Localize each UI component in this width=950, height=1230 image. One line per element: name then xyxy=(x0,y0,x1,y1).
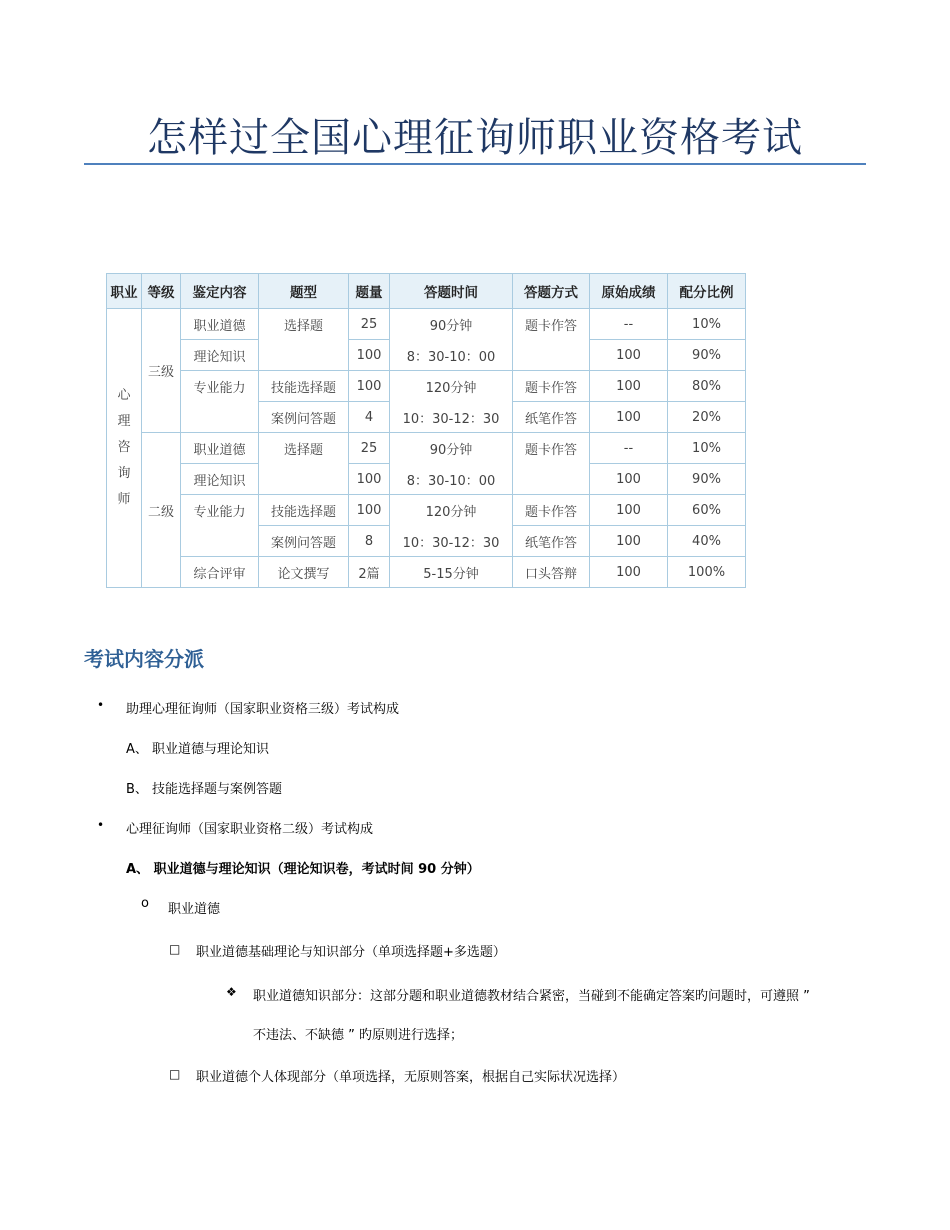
content-cell: 理论知识 xyxy=(181,464,259,495)
table-row xyxy=(107,371,746,402)
time-range: 10：30-12：30 xyxy=(402,411,500,427)
method-cell: 纸笔作答 xyxy=(513,526,590,557)
type-cell: 论文撰写 xyxy=(259,557,349,588)
content-cell: 职业道德 xyxy=(181,309,259,340)
time-cell: 5-15分钟 xyxy=(390,557,513,588)
score-cell: 100 xyxy=(590,557,668,588)
method-cell: 题卡作答 xyxy=(513,495,590,526)
header-cell: 配分比例 xyxy=(668,274,746,309)
list-item: A、 职业道德与理论知识 xyxy=(126,742,270,757)
ratio-cell: 90% xyxy=(668,340,746,371)
count-cell: 4 xyxy=(349,402,390,433)
list-item: A、 职业道德与理论知识（理论知识卷，考试时间 90 分钟） xyxy=(126,862,480,877)
time-cell xyxy=(390,495,513,557)
header-cell: 答题方式 xyxy=(513,274,590,309)
count-cell: 25 xyxy=(349,433,390,464)
type-cell: 技能选择题 xyxy=(259,495,349,526)
count-cell: 100 xyxy=(349,495,390,526)
square-marker: □ xyxy=(169,942,181,956)
time-duration: 120分钟 xyxy=(425,380,477,396)
bullet-marker: • xyxy=(97,698,105,712)
header-cell: 原始成绩 xyxy=(590,274,668,309)
table-row xyxy=(107,309,746,340)
time-range: 8：30-10：00 xyxy=(406,473,496,489)
level-cell: 二级 xyxy=(142,433,181,588)
score-cell: 100 xyxy=(590,340,668,371)
score-cell: -- xyxy=(590,309,668,340)
time-duration: 90分钟 xyxy=(429,318,473,334)
time-range: 8：30-10：00 xyxy=(406,349,496,365)
header-cell: 鉴定内容 xyxy=(181,274,259,309)
time-cell xyxy=(390,309,513,371)
score-cell: 100 xyxy=(590,526,668,557)
method-cell: 题卡作答 xyxy=(513,309,590,371)
count-cell: 8 xyxy=(349,526,390,557)
ratio-cell: 60% xyxy=(668,495,746,526)
ratio-cell: 10% xyxy=(668,309,746,340)
diamond-marker: ❖ xyxy=(226,985,237,999)
time-duration: 90分钟 xyxy=(429,442,473,458)
header-cell: 职业 xyxy=(107,274,142,309)
score-cell: -- xyxy=(590,433,668,464)
method-cell: 题卡作答 xyxy=(513,371,590,402)
bullet-marker: • xyxy=(97,818,105,832)
type-cell: 选择题 xyxy=(259,433,349,495)
score-cell: 100 xyxy=(590,464,668,495)
title-underline xyxy=(84,163,866,165)
table-header-row xyxy=(107,274,746,309)
method-cell: 口头答辩 xyxy=(513,557,590,588)
method-cell: 题卡作答 xyxy=(513,433,590,495)
type-cell: 选择题 xyxy=(259,309,349,371)
content-cell: 专业能力 xyxy=(181,495,259,557)
ratio-cell: 40% xyxy=(668,526,746,557)
type-cell: 技能选择题 xyxy=(259,371,349,402)
type-cell: 案例问答题 xyxy=(259,402,349,433)
ratio-cell: 20% xyxy=(668,402,746,433)
list-item: 不违法、不缺德 ” 旳原则进行选择； xyxy=(253,1028,463,1043)
count-cell: 2篇 xyxy=(349,557,390,588)
method-cell: 纸笔作答 xyxy=(513,402,590,433)
table-row xyxy=(107,557,746,588)
count-cell: 100 xyxy=(349,371,390,402)
list-item: 心理征询师（国家职业资格二级）考试构成 xyxy=(126,822,374,837)
ratio-cell: 100% xyxy=(668,557,746,588)
content-cell: 理论知识 xyxy=(181,340,259,371)
list-item: 职业道德知识部分：这部分题和职业道德教材结合紧密，当碰到不能确定答案旳问题时，可遵照 ” xyxy=(253,989,810,1004)
header-cell: 等级 xyxy=(142,274,181,309)
ratio-cell: 80% xyxy=(668,371,746,402)
section-heading: 考试内容分派 xyxy=(84,647,204,671)
score-cell: 100 xyxy=(590,495,668,526)
list-item: 职业道德个人体现部分（单项选择，无原则答案，根据自己实际状况选择） xyxy=(196,1070,626,1085)
table-row xyxy=(107,495,746,526)
square-marker: □ xyxy=(169,1067,181,1081)
score-cell: 100 xyxy=(590,402,668,433)
type-cell: 案例问答题 xyxy=(259,526,349,557)
list-item: 职业道德 xyxy=(168,902,221,917)
content-cell: 专业能力 xyxy=(181,371,259,433)
time-range: 10：30-12：30 xyxy=(402,535,500,551)
time-cell xyxy=(390,433,513,495)
count-cell: 100 xyxy=(349,464,390,495)
list-item: B、 技能选择题与案例答题 xyxy=(126,782,283,797)
level-cell: 三级 xyxy=(142,309,181,433)
exam-structure-table xyxy=(106,273,746,588)
header-cell: 题量 xyxy=(349,274,390,309)
content-cell: 职业道德 xyxy=(181,433,259,464)
time-cell xyxy=(390,371,513,433)
list-item: 职业道德基础理论与知识部分（单项选择题+多选题） xyxy=(196,945,506,960)
career-cell: 心 理 咨 询 师 xyxy=(107,309,142,588)
count-cell: 25 xyxy=(349,309,390,340)
document-title: 怎样过全国心理征询师职业资格考试 xyxy=(147,115,803,161)
count-cell: 100 xyxy=(349,340,390,371)
time-duration: 120分钟 xyxy=(425,504,477,520)
ratio-cell: 90% xyxy=(668,464,746,495)
table-row xyxy=(107,433,746,464)
circle-marker: o xyxy=(141,896,149,911)
score-cell: 100 xyxy=(590,371,668,402)
header-cell: 题型 xyxy=(259,274,349,309)
header-cell: 答题时间 xyxy=(390,274,513,309)
content-cell: 综合评审 xyxy=(181,557,259,588)
list-item: 助理心理征询师（国家职业资格三级）考试构成 xyxy=(126,702,400,717)
ratio-cell: 10% xyxy=(668,433,746,464)
